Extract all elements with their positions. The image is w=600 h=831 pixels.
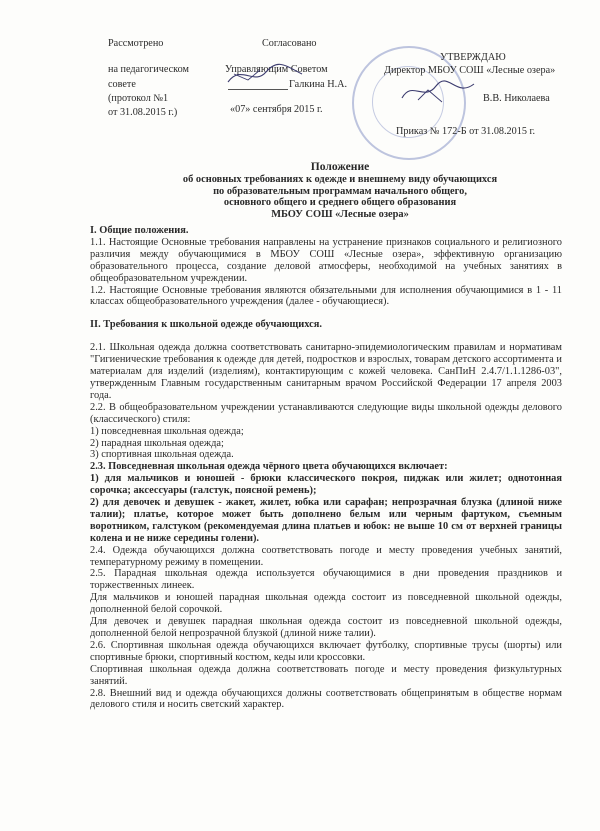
header-right-line: В.В. Николаева	[483, 93, 550, 104]
paragraph: 1.2. Настоящие Основные требования являются обязательными для исполнения обучающимися в 1 - 11 классах общеобразовательного учреждения (далее - обучающиеся).	[90, 284, 562, 308]
header-left-line: совете	[108, 79, 136, 90]
subsection-heading: 2.3. Повседневная школьная одежда чёрного цвета обучающихся включает:	[90, 461, 448, 473]
signature-line	[228, 89, 288, 90]
section-heading: I. Общие положения.	[90, 225, 189, 236]
list-item: 1) повседневная школьная одежда;	[90, 425, 244, 437]
paragraph: Для мальчиков и юношей парадная школьная одежда состоит из повседневной школьной одежды, дополненной белой сорочкой.	[90, 592, 562, 616]
section-heading: II. Требования к школьной одежде обучающихся.	[90, 319, 322, 331]
paragraph: 2.6. Спортивная школьная одежда обучающихся включает футболку, спортивные трусы (шорты) или спортивные брюки, спортивный костюм, кеды или кроссовки.	[90, 639, 562, 663]
signature-director	[398, 78, 478, 106]
header-left-line: Рассмотрено	[108, 38, 164, 49]
list-item: 3) спортивная школьная одежда.	[90, 449, 234, 461]
header-left-line: (протокол №1	[108, 93, 169, 104]
header-right-line: УТВЕРЖДАЮ	[440, 52, 506, 63]
header-middle-line: Согласовано	[262, 38, 317, 49]
paragraph: 2.1. Школьная одежда должна соответствовать санитарно-эпидемиологическим правилам и нормативам "Гигиенические требования к одежде для детей, подростков и взрослых, товарам детского ассортимента и материалам для изделий (изделиям), контактирующим с кожей человека. СанПиН 2.4.7/1.1.1286-03", утвержденным Главным государственным санитарным врачом Российской Федерации 17 апреля 2003 года.	[90, 342, 562, 401]
title-line: по образовательным программам начального общего,	[213, 185, 467, 197]
header-right-line: Приказ № 172-Б от 31.08.2015 г.	[396, 126, 536, 137]
signature-council	[226, 60, 306, 90]
title-line: об основных требованиях к одежде и внешнему виду обучающихся	[182, 174, 498, 185]
header-middle-line: Управляющим Советом	[225, 64, 328, 75]
title-line: МБОУ СОШ «Лесные озера»	[271, 208, 409, 220]
header-middle-line: Галкина Н.А.	[289, 79, 348, 90]
paragraph: 2.8. Внешний вид и одежда обучающихся должны соответствовать общепринятым в обществе нормам делового стиля и носить светский характер.	[90, 687, 562, 711]
paragraph: 1.1. Настоящие Основные требования направлены на устранение признаков социального и религиозного различия между обучающимися в МБОУ СОШ «Лесные озера», эффективную организацию образовательного процесса, создание деловой атмосферы, необходимой на учебных занятиях в общеобразовательном учреждении.	[90, 236, 562, 284]
paragraph: Спортивная школьная одежда должна соответствовать погоде и месту проведения физкультурных занятий.	[90, 663, 562, 687]
paragraph: 2.5. Парадная школьная одежда используется обучающимися в дни проведения праздников и торжественных линеек.	[90, 568, 562, 592]
title-line: основного общего и среднего общего образования	[223, 197, 457, 209]
document-title	[150, 160, 530, 220]
paragraph: 2) для девочек и девушек - жакет, жилет, юбка или сарафан; непрозрачная блузка (длиной ниже талии); платье, которое может быть дополнено белым или черным фартуком, съемным воротником, галстуком (рекомендуемая длина платьев и юбок: не выше 10 см от верхней границы колена и не ниже середины голени).	[90, 497, 562, 544]
paragraph: 2.4. Одежда обучающихся должна соответствовать погоде и месту проведения учебных занятий, температурному режиму в помещении.	[90, 544, 562, 568]
title-main: Положение	[310, 160, 370, 173]
paragraph: 1) для мальчиков и юношей - брюки классического покроя, пиджак или жилет; однотонная сорочка; аксессуары (галстук, поясной ремень);	[90, 473, 562, 497]
document-body	[90, 225, 562, 711]
paragraph: Для девочек и девушек парадная школьная одежда состоит из повседневной школьной одежды, дополненной белой непрозрачной блузкой (длиной ниже талии).	[90, 616, 562, 639]
list-item: 2) парадная школьная одежда;	[90, 437, 224, 449]
header-right-line: Директор МБОУ СОШ «Лесные озера»	[384, 65, 556, 76]
header-left-line: от 31.08.2015 г.)	[108, 107, 178, 118]
header-middle-line: «07» сентября 2015 г.	[230, 104, 323, 115]
paragraph: 2.2. В общеобразовательном учреждении устанавливаются следующие виды школьной одежды делового (классического) стиля:	[90, 401, 562, 425]
header-left-line: на педагогическом	[108, 64, 189, 75]
